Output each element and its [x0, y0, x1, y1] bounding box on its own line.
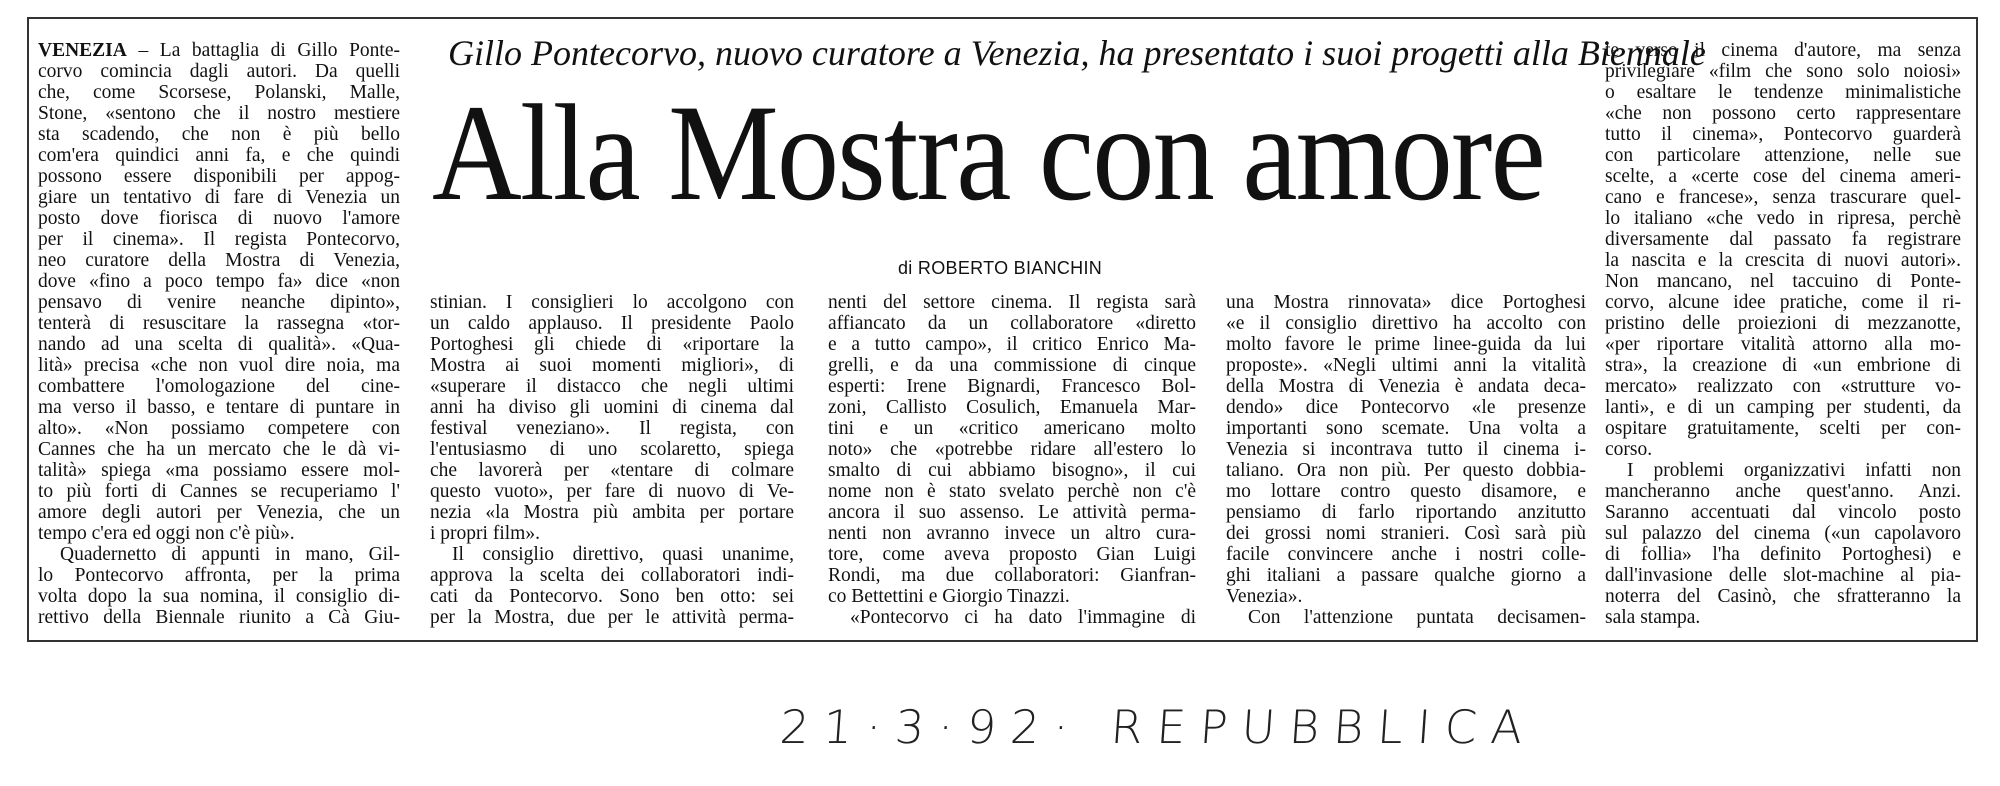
text-line: «superare il distacco che negli ultimi: [430, 376, 794, 397]
text-line: che lavorerà per «tentare di colmare: [430, 460, 794, 481]
text-line: amore degli autori per Venezia, che un: [38, 502, 400, 523]
text-line: nezia «la Mostra più ambita per portare: [430, 502, 794, 523]
text-line: stra», la creazione di «un embrione di: [1605, 355, 1961, 376]
text-line: i propri film».: [430, 523, 540, 544]
text-line: neo curatore della Mostra di Venezia,: [38, 250, 400, 271]
text-line: corvo comincia dagli autori. Da quelli: [38, 61, 400, 82]
article-subtitle: Gillo Pontecorvo, nuovo curatore a Venezia, ha presentato i suoi progetti alla Biennale: [448, 33, 1706, 73]
text-line: dall'invasione delle slot-machine al pia-: [1605, 565, 1961, 586]
text-line: giare un tentativo di fare di Venezia un: [38, 187, 400, 208]
text-line: posto dove fiorisca di nuovo l'amore: [38, 208, 400, 229]
text-line: per il cinema». Il regista Pontecorvo,: [38, 229, 400, 250]
text-line: questo vuoto», per fare di nuovo di Ve-: [430, 481, 794, 502]
text-line: cano e francese», senza trascurare quel-: [1605, 187, 1961, 208]
text-line: ospitare gratuitamente, scelti per con-: [1605, 418, 1961, 439]
text-line: smalto di cui abbiamo bisogno», il cui: [828, 460, 1196, 481]
text-line: che, come Scorsese, Polanski, Malle,: [38, 82, 400, 103]
text-line: Cannes che ha un mercato che le dà vi-: [38, 439, 400, 460]
text-line: Saranno accentuati dal vincolo posto: [1605, 502, 1961, 523]
text-line: noterra del Casinò, che sfratteranno la: [1605, 586, 1961, 607]
text-line: molto favore le prime linee-guida da lui: [1226, 334, 1586, 355]
text-line: Non mancano, nel taccuino di Ponte-: [1605, 271, 1961, 292]
text-line: dendo» dice Pontecorvo «le presenze: [1226, 397, 1586, 418]
text-line: affiancato da un collaboratore «diretto: [828, 313, 1196, 334]
handwritten-date-note: 21·3·92· REPUBBLICA: [778, 700, 1539, 754]
text-line: Stone, «sentono che il nostro mestiere: [38, 103, 400, 124]
text-line: un caldo applauso. Il presidente Paolo: [430, 313, 794, 334]
dateline: VENEZIA: [38, 40, 127, 61]
text-line: Il consiglio direttivo, quasi unanime,: [452, 544, 794, 565]
text-line: importanti sono scemate. Una volta a: [1226, 418, 1586, 439]
text-line: taliano. Ora non più. Per questo dobbia-: [1226, 460, 1586, 481]
text-line: anni ha diviso gli uomini di cinema dal: [430, 397, 794, 418]
article-headline: Alla Mostra con amore: [432, 76, 1544, 229]
text-line: stinian. I consiglieri lo accolgono con: [430, 292, 794, 313]
text-line: nenti non avranno invece un altro cura-: [828, 523, 1196, 544]
text-line: di follia» l'ha definito Portoghesi) e: [1605, 544, 1961, 565]
text-line: Portoghesi gli chiede di «riportare la: [430, 334, 794, 355]
text-line: dei grossi nomi stranieri. Così sarà più: [1226, 523, 1586, 544]
text-line: pensiamo di farlo riportando anzitutto: [1226, 502, 1586, 523]
text-line: lo italiano «che vedo in ripresa, perchè: [1605, 208, 1961, 229]
text-line: sala stampa.: [1605, 607, 1701, 628]
text-line: dove «fino a poco tempo fa» dice «non: [38, 271, 400, 292]
text-line: alto». «Non possiamo competere con: [38, 418, 400, 439]
text-line: Con l'attenzione puntata decisamen-: [1248, 607, 1586, 628]
text-line: mercato» realizzato con «strutture vo-: [1605, 376, 1961, 397]
text-line: cati da Pontecorvo. Sono ben otto: sei: [430, 586, 794, 607]
text-line: I problemi organizzativi infatti non: [1627, 460, 1961, 481]
text-line: la nascita e la crescita di nuovi autori».: [1605, 250, 1961, 271]
text-line: possono essere disponibili per appog-: [38, 166, 400, 187]
text-line: mancheranno anche quest'anno. Anzi.: [1605, 481, 1961, 502]
text-column-4: [1226, 292, 1586, 628]
text-line: rettivo della Biennale riunito a Cà Giu-: [38, 607, 400, 628]
dateline-text: – La battaglia di Gillo Ponte-: [126, 40, 400, 61]
text-line: «Pontecorvo ci ha dato l'immagine di: [850, 607, 1196, 628]
text-line: lanti», e di un camping per studenti, da: [1605, 397, 1961, 418]
text-line: talità» spiega «ma possiamo essere mol-: [38, 460, 400, 481]
text-line: proposte». «Negli ultimi anni la vitalità: [1226, 355, 1586, 376]
text-line: nenti del settore cinema. Il regista sarà: [828, 292, 1196, 313]
text-line: Rondi, ma due collaboratori: Gianfran-: [828, 565, 1196, 586]
text-line: «per riportare vitalità attorno alla mo-: [1605, 334, 1961, 355]
text-line: scelte, a «certe cose del cinema ameri-: [1605, 166, 1961, 187]
text-line: tore, come aveva proposto Gian Luigi: [828, 544, 1196, 565]
text-line: esperti: Irene Bignardi, Francesco Bol-: [828, 376, 1196, 397]
text-line: «che non possono certo rappresentare: [1605, 103, 1961, 124]
text-line: ma verso il basso, e tentare di puntare in: [38, 397, 400, 418]
text-line: to più forti di Cannes se recuperiamo l': [38, 481, 400, 502]
text-line: privilegiare «film che sono solo noiosi»: [1605, 61, 1961, 82]
text-line: noto» che «potrebbe ridare all'estero lo: [828, 439, 1196, 460]
text-line: corvo, alcune idee pratiche, come il ri-: [1605, 292, 1961, 313]
text-line: tini e un «critico americano molto: [828, 418, 1196, 439]
text-line: [38, 40, 400, 61]
text-line: «e il consiglio direttivo ha accolto con: [1226, 313, 1586, 334]
text-line: Mostra ai suoi momenti migliori», di: [430, 355, 794, 376]
text-line: sta scadendo, che non è più bello: [38, 124, 400, 145]
text-line: nome non è stato svelato perchè non c'è: [828, 481, 1196, 502]
text-line: co Bettettini e Giorgio Tinazzi.: [828, 586, 1070, 607]
text-line: festival veneziano». Il regista, con: [430, 418, 794, 439]
text-line: tenterà di resuscitare la rassegna «tor-: [38, 313, 400, 334]
text-line: pensavo di venire neanche dipinto»,: [38, 292, 400, 313]
text-line: nando ad una scelta di qualità». «Qua-: [38, 334, 400, 355]
text-line: Venezia si incontrava tutto il cinema i-: [1226, 439, 1586, 460]
text-line: pristino delle proiezioni di mezzanotte,: [1605, 313, 1961, 334]
text-column-3: [828, 292, 1196, 628]
text-line: con particolare attenzione, nelle sue: [1605, 145, 1961, 166]
text-line: lità» precisa «che non vuol dire noia, ma: [38, 355, 400, 376]
text-line: te verso il cinema d'autore, ma senza: [1605, 40, 1961, 61]
text-line: ancora il suo assenso. Le attività perma-: [828, 502, 1196, 523]
text-line: tutto il cinema», Pontecorvo guarderà: [1605, 124, 1961, 145]
text-line: diversamente dal passato fa registrare: [1605, 229, 1961, 250]
text-column-2: [430, 292, 794, 628]
text-line: corso.: [1605, 439, 1653, 460]
text-line: Quadernetto di appunti in mano, Gil-: [60, 544, 400, 565]
text-column-5: [1605, 40, 1961, 628]
text-line: approva la scelta dei collaboratori indi-: [430, 565, 794, 586]
text-line: volta dopo la sua nomina, il consiglio di-: [38, 586, 400, 607]
text-line: facile convincere anche i nostri colle-: [1226, 544, 1586, 565]
article-byline: di ROBERTO BIANCHIN: [898, 258, 1103, 278]
text-line: per la Mostra, due per le attività perma-: [430, 607, 794, 628]
text-line: combattere l'omologazione del cine-: [38, 376, 400, 397]
text-line: l'entusiasmo di uno scolaretto, spiega: [430, 439, 794, 460]
text-line: com'era quindici anni fa, e che quindi: [38, 145, 400, 166]
text-line: grelli, e da una commissione di cinque: [828, 355, 1196, 376]
text-line: sul palazzo del cinema («un capolavoro: [1605, 523, 1961, 544]
text-line: Venezia».: [1226, 586, 1303, 607]
text-column-1: [38, 40, 400, 628]
text-line: zoni, Callisto Cosulich, Emanuela Mar-: [828, 397, 1196, 418]
text-line: lo Pontecorvo affronta, per la prima: [38, 565, 400, 586]
text-line: una Mostra rinnovata» dice Portoghesi: [1226, 292, 1586, 313]
text-line: mo lottare contro questo disamore, e: [1226, 481, 1586, 502]
text-line: della Mostra di Venezia è andata deca-: [1226, 376, 1586, 397]
text-line: tempo c'era ed oggi non c'è più».: [38, 523, 295, 544]
text-line: o esaltare le tendenze minimalistiche: [1605, 82, 1961, 103]
text-line: ghi italiani a passare qualche giorno a: [1226, 565, 1586, 586]
text-line: e a tutto campo», il critico Enrico Ma-: [828, 334, 1196, 355]
